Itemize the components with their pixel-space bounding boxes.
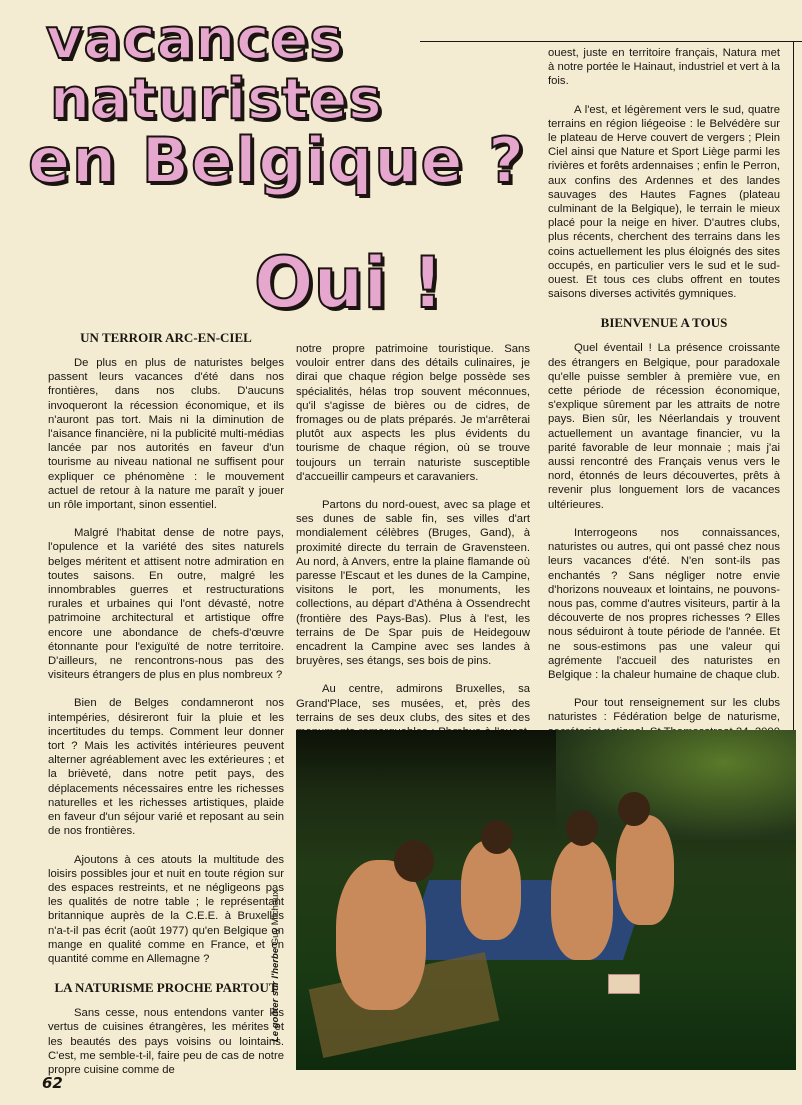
column-1 (48, 330, 284, 1091)
photo-figure (551, 840, 613, 960)
paragraph: Ajoutons à ces atouts la multitude des loisirs possibles jour et nuit en toute région sur des espaces restreints, et ne négligeons pas les qualités de notre table ; le représentant britannique auprès de la C.E.E. à Bruxelles n'a-t-il pas écrit (août 1977) qu'en Belgique on mange en qualité comme en France, et en quantité comme en Allemagne ? (48, 853, 284, 965)
paragraph: ouest, juste en territoire français, Natura met à notre portée le Hainaut, industriel et vert à la fois. (548, 47, 780, 88)
paragraph: Au centre, admirons Bruxelles, sa Grand'Place, ses musées, et, près des terrains de ses deux clubs, des sites et des (296, 683, 530, 724)
paragraph: Malgré l'habitat dense de notre pays, l'opulence et la variété des sites naturels belges méritent et attisent notre admiration en toutes saisons. En outre, malgré les innombrables guerres et restructurations rurales et urbaines qui l'ont dévasté, notre patrimoine architectural et artistique offre encore une abondance de chefs-d'œuvre étonnante pour l'exiguïté de notre territoire. D'ailleurs, ne rencontrons-nous pas des visiteurs étrangers de plus en plus nombreux ? (48, 527, 284, 682)
photo-head (481, 820, 513, 854)
photo-picnic-on-grass (296, 730, 796, 1070)
paragraph: De plus en plus de naturistes belges passent leurs vacances d'été dans nos frontières, dans nos clubs. D'aucuns invoqueront la récession économique, et ils n'auront pas tort. Mais ni la diminution de l'aisance financière, ni la publicité multi-médias lancée par nos autorités en faveur d'un tourisme au niveau national ne suffisent pour expliquer ce phénomène : le mouvement actuel de retour à la nature me paraît y jouer un rôle important, sinon essentiel. (48, 357, 284, 512)
paragraph: A l'est, et légèrement vers le sud, quatre terrains en région liégeoise : le Belvédère sur le plateau de Herve couvert de vergers ; Plein Ciel ainsi que Nature et Sport Liège parmi les rivières et forêts ardennaises ; enfin le Perron, aux confins des Ardennes et des landes sauvages des Hautes Fagnes (plateau culminant de la Belgique), le terrain le mieux placé pour la neige en hiver. D'autres clubs, plus récents, cherchent des terrains dans les coins actuellement les plus éloignés des sites occupés, en particulier vers le sud et le sud-ouest. Et tous ces clubs offrent en toutes saisons diverses activités gymniques. (548, 103, 780, 301)
paragraph: Pour tout renseignement sur les clubs naturistes : Fédération belge de naturisme, (548, 697, 780, 724)
photo-figure (336, 860, 426, 1010)
photo-head (566, 810, 598, 846)
paragraph: Sans cesse, nous entendons vanter les vertus de cuisines étrangères, les mérites et les beautés des pays voisins ou lointains. C'est, me semble-t-il, faire peu de cas de notre propre cuisine comme de (48, 1007, 284, 1076)
headline-line-3: en Belgique ? (28, 124, 527, 197)
paragraph: Bien de Belges condamneront nos intempéries, désireront fuir la pluie et les incertitudes du temps. Comment leur donner tort ? Mais les activités intérieures peuvent alterner agréablement avec les extérieures ; et la brièveté, dans notre petit pays, des déplacements nécessaires entre les richesses naturelles et les richesses artistiques, plaide en faveur d'un séjour varié et reposant au sein de nos frontières. (48, 697, 284, 838)
photo-credit (270, 890, 281, 1042)
photo-credit-title: Le goûter sur l'herbe (270, 947, 281, 1042)
paragraph: Quel éventail ! La présence croissante des étrangers en Belgique, pour paradoxale qu'elle puisse sembler à première vue, en cette période de récession économique, s'explique sûrement par les attraits de notre pays. Bien sûr, les Néerlandais y trouvent actuellement un avantage financier, vu la parité favorable de leur monnaie ; mais j'ai aussi rencontré des Français venus vers le nord, étonnés de leurs découvertes, prêts à revenir plus longuement lors de vacances ultérieures. (548, 342, 780, 511)
section-title-terroir: UN TERROIR ARC-EN-CIEL (80, 330, 252, 345)
photo-figure (461, 840, 521, 940)
photo-head (394, 840, 434, 882)
column-2 (296, 342, 530, 767)
headline (28, 7, 548, 197)
section-title-proche: LA NATURISME PROCHE PARTOUT (54, 980, 278, 996)
photo-head (618, 792, 650, 826)
headline-oui: Oui ! (254, 242, 444, 324)
right-rule (793, 41, 794, 731)
headline-line-1: vacances (46, 7, 344, 72)
photo-figure (616, 815, 674, 925)
photo-credit-author: Guy Michaux (270, 889, 281, 946)
paragraph: notre propre patrimoine touristique. Sans vouloir entrer dans des détails culinaires, je dirai que chaque région belge possède ses spécialités, hélas trop souvent méconnues, qu'il s'agisse de bières ou de cidres, de fromages ou de plats préparés. Je m'arrêterai plutôt aux aspects les plus évidents du tourisme de chaque région, où se trouve toujours un terrain naturiste susceptible d'accueillir campeurs et caravaniers. (296, 343, 530, 483)
section-title-bienvenue: BIENVENUE A TOUS (600, 315, 728, 331)
paragraph: Interrogeons nos connaissances, naturistes ou autres, qui ont passé chez nous leurs vacances d'été. N'en sont-ils pas enchantés ? Sans négliger notre envie d'horizons nouveaux et lointains, ne pouvons-nous pas, comme d'autres visiteurs, partir à la découverte de nos propres richesses ? Elles nous séduiront à toute période de l'année. Et ne sous-estimons pas une valeur qui agrémente l'accueil des naturistes en Belgique : la chaleur humaine de chaque club. (548, 526, 780, 681)
headline-line-2: naturistes (50, 67, 383, 132)
column-3 (548, 46, 780, 775)
photo-box (608, 974, 640, 994)
paragraph: Partons du nord-ouest, avec sa plage et ses dunes de sable fin, ses villes d'art mondialement célèbres (Bruges, Gand), à proximité directe du terrain de Gravensteen. Au nord, à Anvers, entre la plaine flamande où paresse l'Escaut et les dunes de la Campine, visitons le port, les monuments, les collections, au départ d'Athéna à Ossendrecht (frontière des Pays-Bas). Plus à l'est, les terrains de De Spar puis de Heidegouw encadrent la Campine avec ses landes à bruyères, ses étangs, ses bois de pins. (296, 499, 530, 668)
page-number: 62 (42, 1074, 63, 1092)
